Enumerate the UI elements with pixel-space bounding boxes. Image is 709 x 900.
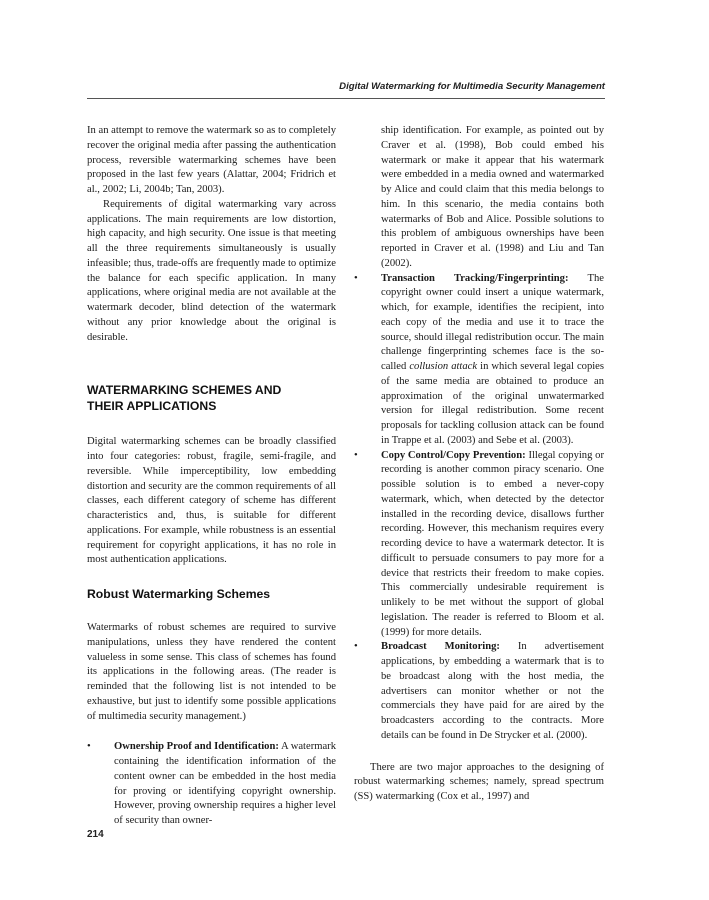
running-head: Digital Watermarking for Multimedia Security Management xyxy=(339,81,605,92)
header-rule xyxy=(87,98,605,99)
broadcast-title: Broadcast Monitoring: xyxy=(381,641,500,653)
left-column xyxy=(87,124,336,829)
applications-list-left xyxy=(87,740,336,829)
section-heading-line2: THEIR APPLICATIONS xyxy=(87,399,217,414)
list-item-ownership xyxy=(87,740,336,829)
tracking-text-after: in which several legal copies of the same media are obtained to produce an approximation of the original unwatermarked version for illegal redistribution. Some recent proposals for tackling collusion attack can be found in Trappe et al. (2003) and Sebe et al. (2003). xyxy=(381,361,605,446)
requirements-paragraph: Requirements of digital watermarking vary across applications. The main requirements are low distortion, high capacity, and high security. One issue is that meeting all the three requirements simultaneously is usually infeasible; thus, trade-offs are frequently made to optimize the balance for each specific application. In many applications, where original media are not available at the watermark decoder, blind detection of the watermark without any prior knowledge about the original is desirable. xyxy=(87,198,336,343)
section-heading-line1: WATERMARKING SCHEMES AND xyxy=(87,383,282,398)
right-column xyxy=(354,124,604,805)
list-item-broadcast xyxy=(354,640,604,743)
bullet-icon: • xyxy=(354,641,358,653)
robust-paragraph: Watermarks of robust schemes are required to survive manipulations, unless they have rendered the content valueless in some sense. This class of schemes has found its applications in the following areas. (The reader is reminded that the following list is not intended to be exhaustive, but just to identify some possible applications of multimedia security management.) xyxy=(87,622,336,722)
list-item-tracking xyxy=(354,272,604,449)
page-number: 214 xyxy=(87,829,104,840)
tracking-emphasis: collusion attack xyxy=(409,361,478,372)
broadcast-text: In advertisement applications, by embedding a watermark that is to be broadcast along with the host media, the advertisers can monitor whether or not the commercials they have paid for are aired by the broadcasters according to the contracts. More details can be found in De Strycker et al. (2000). xyxy=(381,641,604,741)
ownership-title: Ownership Proof and Identification: xyxy=(114,741,279,753)
ownership-continued: ship identification. For example, as pointed out by Craver et al. (1998), Bob could embed his watermark or make it appear that his watermark were embedded in a media owned and watermarked by Alice and could claim that this media belongs to him. In this scenario, the media contains both watermarks of Bob and Alice. Possible solutions to this problem of ambiguous ownerships have been reported in Craver et al. (1998) and Liu and Tan (2002). xyxy=(381,125,604,269)
copy-title: Copy Control/Copy Prevention: xyxy=(381,449,526,461)
list-item-copy-control xyxy=(354,449,604,641)
tracking-title: Transaction Tracking/Fingerprinting: xyxy=(381,272,569,284)
subsection-heading: Robust Watermarking Schemes xyxy=(87,587,271,601)
schemes-paragraph: Digital watermarking schemes can be broadly classified into four categories: robust, fragile, semi-fragile, and reversible. While imperceptibility, low embedding distortion and security are the common requirements of all classes, each different category of scheme has different characteristics and, thus, is suitable for different applications. For example, while robustness is an essential requirement for copyright applications, it has no role in most authentication applications. xyxy=(87,436,336,566)
intro-paragraph: In an attempt to remove the watermark so as to completely recover the original media after passing the authentication process, reversible watermarking schemes have been proposed in the last few years (Alattar, 2004; Fridrich et al., 2002; Li, 2004b; Tan, 2003). xyxy=(87,125,336,195)
bullet-icon: • xyxy=(354,449,358,461)
approaches-paragraph: There are two major approaches to the designing of robust watermarking schemes; namely, spread spectrum (SS) watermarking (Cox et al., 1997) and xyxy=(354,761,604,802)
copy-text: Illegal copying or recording is another common piracy scenario. One possible solution is to embed a never-copy watermark, which, when detected by the detector installed in the recording device, disallows further recording. However, this mechanism requires every recording device to have a watermark detector. It is difficult to persuade consumers to pay more for a device that restricts their freedom to make copies. This commercially undesirable requirement is unlikely to be met without the support of global legislation. The reader is referred to Bloom et al. (1999) for more details. xyxy=(381,449,604,638)
section-heading xyxy=(87,382,336,414)
ownership-text: A watermark containing the identification information of the content owner can be embedded in the host media for proving or identifying copyright ownership. However, proving ownership requires a higher level of security than owner- xyxy=(114,741,336,826)
bullet-icon: • xyxy=(87,741,91,753)
tracking-text-before: The copyright owner could insert a unique watermark, which, for example, identifies the recipient, into each copy of the media and use it to trace the source, should illegal redistribution occur. The main challenge fingerprinting schemes face is the so-called xyxy=(381,272,604,372)
bullet-icon: • xyxy=(354,272,358,284)
applications-list-right xyxy=(354,272,604,744)
